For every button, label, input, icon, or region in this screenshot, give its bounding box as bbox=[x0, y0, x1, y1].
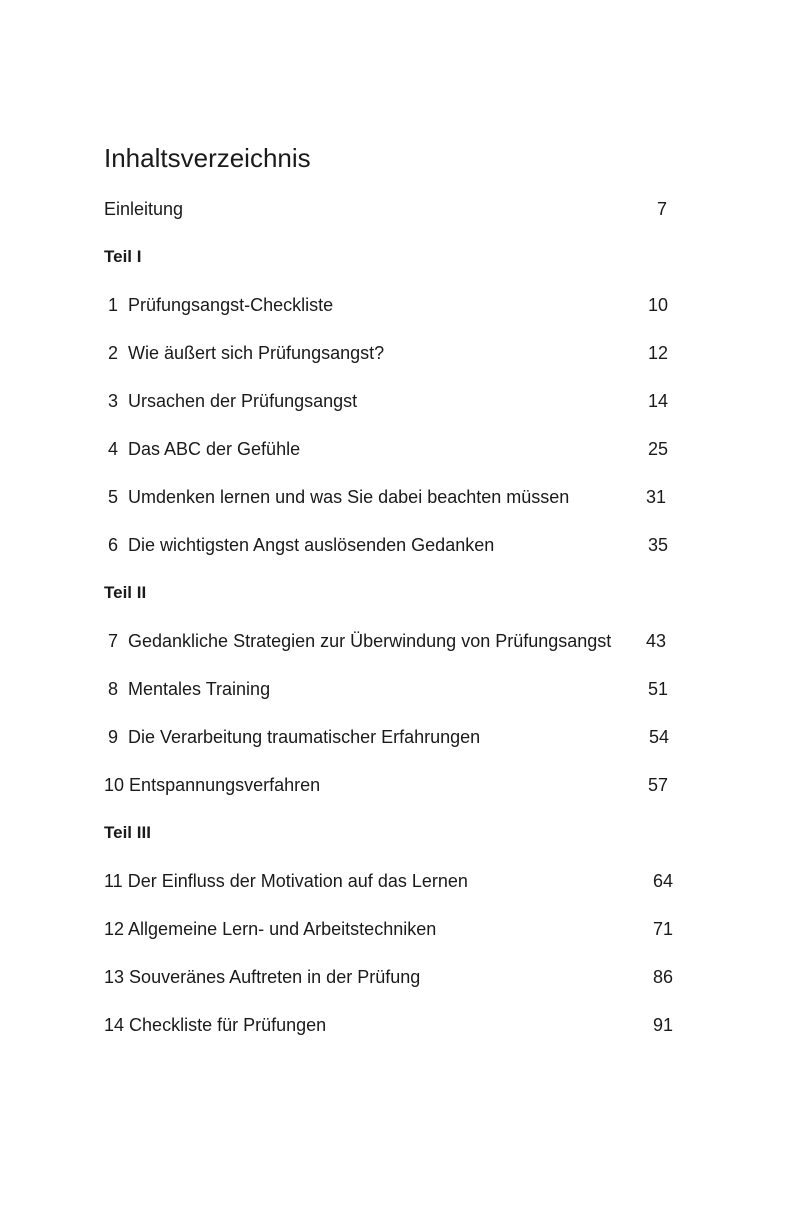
toc-entry bbox=[104, 915, 436, 943]
toc-entry-title: Der Einfluss der Motivation auf das Lernen bbox=[127, 871, 468, 891]
toc-entry bbox=[104, 627, 611, 655]
toc-entry bbox=[104, 339, 384, 367]
toc-page-number: 57 bbox=[647, 775, 668, 795]
toc-entry bbox=[104, 675, 270, 703]
toc-entry bbox=[104, 867, 468, 895]
toc-chapter-number: 10 bbox=[104, 775, 125, 795]
toc-page-number: 7 bbox=[656, 199, 667, 219]
toc-page-number: 51 bbox=[647, 679, 668, 699]
toc-chapter-number: 13 bbox=[104, 967, 125, 987]
toc-chapter-number: 7 bbox=[107, 631, 118, 651]
toc-entry bbox=[104, 531, 494, 559]
toc-chapter-number: 14 bbox=[104, 1015, 125, 1035]
toc-page-number: 10 bbox=[647, 295, 668, 315]
page-title: Inhaltsverzeichnis bbox=[104, 143, 311, 173]
toc-part-heading: Teil I bbox=[104, 247, 142, 266]
toc-entry-title: Einleitung bbox=[104, 199, 184, 219]
toc-page-number: 14 bbox=[647, 391, 668, 411]
toc-entry-title: Wie äußert sich Prüfungsangst? bbox=[128, 343, 385, 363]
toc-entry-title: Entspannungsverfahren bbox=[129, 775, 321, 795]
toc-entry bbox=[104, 723, 480, 751]
toc-entry bbox=[104, 291, 333, 319]
toc-entry bbox=[104, 483, 569, 511]
toc-page-number: 86 bbox=[652, 967, 673, 987]
toc-entry-title: Gedankliche Strategien zur Überwindung von Prüfungsangst bbox=[128, 631, 612, 651]
toc-entry bbox=[104, 1011, 326, 1039]
toc-chapter-number: 8 bbox=[107, 679, 118, 699]
toc-page-number: 54 bbox=[648, 727, 669, 747]
toc-chapter-number: 9 bbox=[107, 727, 118, 747]
toc-chapter-number: 11 bbox=[104, 871, 123, 891]
toc-chapter-number: 5 bbox=[107, 487, 118, 507]
toc-entry bbox=[104, 435, 300, 463]
toc-page-number: 35 bbox=[647, 535, 668, 555]
toc-entry-title: Die Verarbeitung traumatischer Erfahrungen bbox=[128, 727, 481, 747]
toc-chapter-number: 2 bbox=[107, 343, 118, 363]
toc-chapter-number: 12 bbox=[104, 919, 125, 939]
toc-page-number: 71 bbox=[652, 919, 673, 939]
toc-entry-title: Ursachen der Prüfungsangst bbox=[128, 391, 358, 411]
toc-entry-title: Umdenken lernen und was Sie dabei beachten müssen bbox=[128, 487, 570, 507]
toc-part-heading: Teil III bbox=[104, 823, 151, 842]
toc-chapter-number: 4 bbox=[107, 439, 118, 459]
toc-entry-title: Mentales Training bbox=[128, 679, 271, 699]
toc-part-heading: Teil II bbox=[104, 583, 147, 602]
toc-chapter-number: 3 bbox=[107, 391, 118, 411]
toc-entry bbox=[104, 963, 420, 991]
toc-chapter-number: 1 bbox=[107, 295, 118, 315]
toc-entry-title: Checkliste für Prüfungen bbox=[129, 1015, 327, 1035]
toc-chapter-number: 6 bbox=[107, 535, 118, 555]
toc-entry-title: Allgemeine Lern- und Arbeitstechniken bbox=[128, 919, 437, 939]
toc-page-number: 43 bbox=[645, 631, 666, 651]
toc-entry-title: Souveränes Auftreten in der Prüfung bbox=[129, 967, 421, 987]
toc-entry-title: Prüfungsangst-Checkliste bbox=[128, 295, 334, 315]
toc-entry-title: Das ABC der Gefühle bbox=[128, 439, 301, 459]
toc-page-number: 12 bbox=[647, 343, 668, 363]
toc-page-number: 64 bbox=[652, 871, 673, 891]
toc-entry-title: Die wichtigsten Angst auslösenden Gedanken bbox=[128, 535, 495, 555]
toc-entry-intro bbox=[104, 195, 183, 223]
toc-page-number: 25 bbox=[647, 439, 668, 459]
toc-page-number: 91 bbox=[652, 1015, 673, 1035]
toc-entry bbox=[104, 387, 357, 415]
toc-entry bbox=[104, 771, 320, 799]
toc-page-number: 31 bbox=[645, 487, 666, 507]
